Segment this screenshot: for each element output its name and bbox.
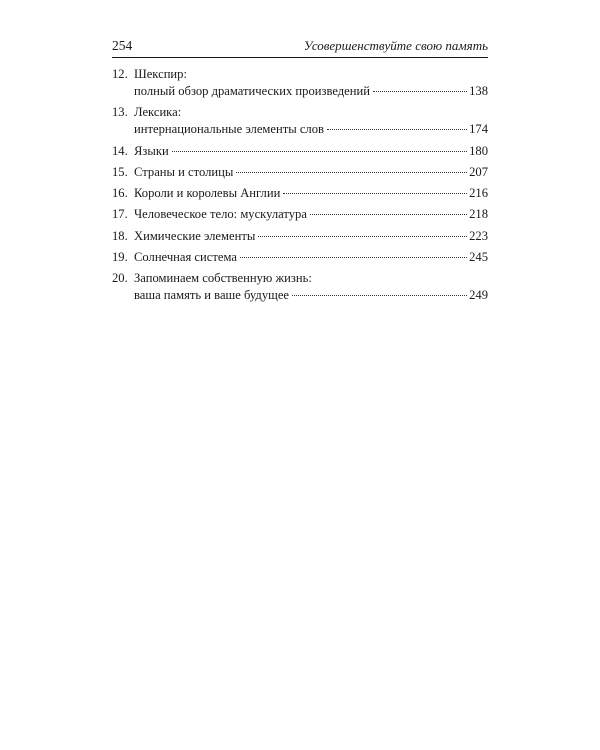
toc-entry-title: Языки: [134, 143, 169, 158]
dot-leader: [240, 257, 467, 258]
page-number: 254: [112, 38, 133, 53]
toc-entry-number: 14.: [112, 143, 128, 158]
toc-entry-title: Шекспир:: [134, 67, 187, 81]
dot-leader: [283, 193, 467, 194]
dot-leader: [258, 236, 467, 237]
toc-entry-title-cont: интернациональные элементы слов: [134, 122, 324, 137]
toc-entry-page: 216: [469, 186, 488, 201]
toc-entry-title: Короли и королевы Англии: [134, 186, 281, 201]
dot-leader: [327, 129, 467, 130]
toc-entry-number: 13.: [112, 105, 128, 120]
toc-entry-title: Человеческое тело: мускулатура: [134, 207, 307, 222]
toc-entry-page: 180: [469, 143, 488, 158]
toc-entry-16: [112, 185, 488, 202]
toc-entry-page: 207: [469, 164, 488, 179]
toc-entry-18: [112, 228, 488, 245]
toc-entry-12: [112, 66, 488, 100]
dot-leader: [292, 295, 467, 296]
toc-entry-20: [112, 270, 488, 304]
dot-leader: [172, 151, 467, 152]
toc-entry-title: Солнечная система: [134, 250, 237, 265]
toc-entry-14: [112, 143, 488, 160]
toc-entry-13: [112, 104, 488, 138]
toc-entry-number: 18.: [112, 228, 128, 243]
toc-entry-title: Запоминаем собственную жизнь:: [134, 271, 312, 286]
toc-entry-17: [112, 206, 488, 223]
toc-entry-title-cont: полный обзор драматических произведений: [134, 84, 370, 98]
toc-entry-19: [112, 249, 488, 266]
dot-leader: [236, 172, 467, 173]
toc-entry-page: 245: [469, 250, 488, 265]
book-page: [112, 38, 488, 309]
toc-entry-page: 138: [469, 84, 488, 98]
toc-entry-number: 17.: [112, 207, 128, 222]
running-title: Усовершенствуйте свою память: [303, 38, 488, 53]
toc-entry-title: Страны и столицы: [134, 164, 234, 179]
toc-entry-number: 19.: [112, 250, 128, 265]
toc-entry-number: 20.: [112, 271, 128, 286]
toc-entry-number: 16.: [112, 186, 128, 201]
toc-entry-page: 174: [469, 122, 488, 137]
page-header: [112, 38, 488, 58]
toc-entry-page: 218: [469, 207, 488, 222]
dot-leader: [310, 214, 467, 215]
toc-entry-page: 223: [469, 228, 488, 243]
toc-entry-number: 12.: [112, 67, 128, 81]
toc-entry-15: [112, 164, 488, 181]
toc-entry-title: Химические элементы: [134, 228, 256, 243]
dot-leader: [373, 91, 467, 92]
toc-entry-title: Лексика:: [134, 105, 182, 120]
toc-entry-title-cont: ваша память и ваше будущее: [134, 288, 289, 303]
toc-entry-page: 249: [469, 288, 488, 303]
toc-entry-number: 15.: [112, 164, 128, 179]
table-of-contents: [112, 66, 488, 304]
